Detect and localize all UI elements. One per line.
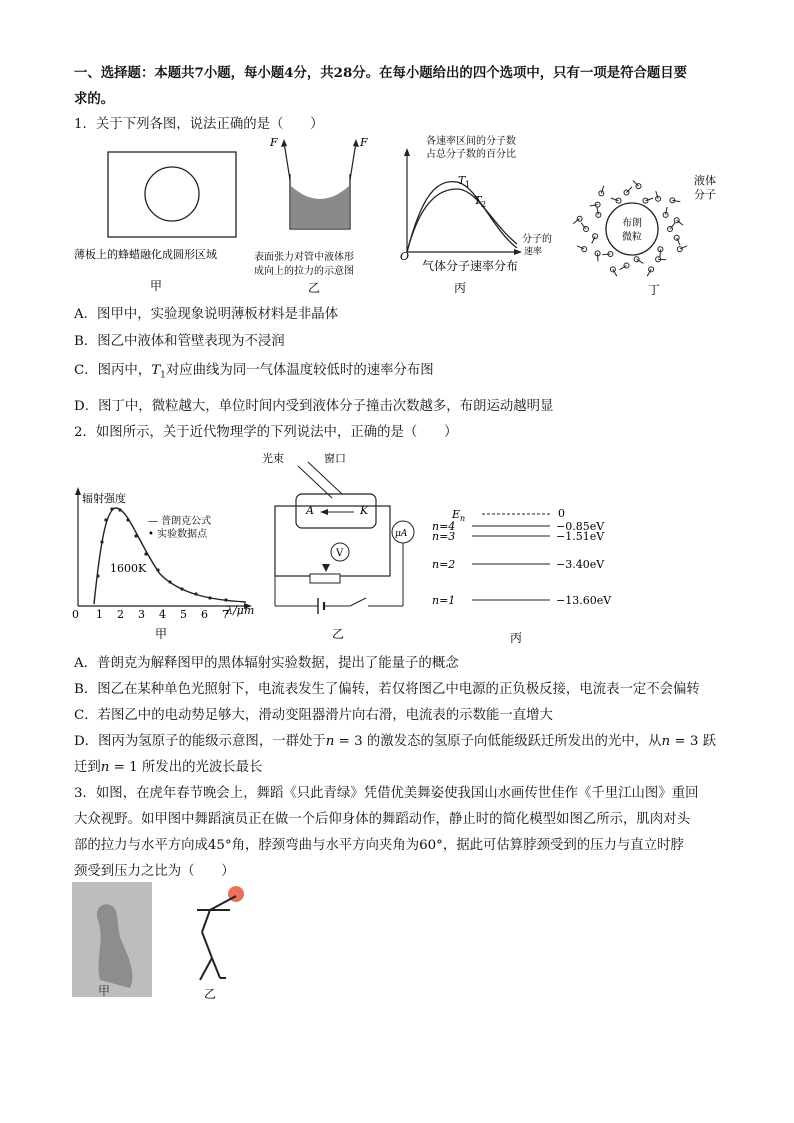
- curve-T2: [407, 182, 517, 252]
- data-point: [224, 598, 227, 601]
- svg-text:2: 2: [481, 200, 487, 209]
- svg-text:n: n: [460, 514, 466, 523]
- svg-text:0: 0: [558, 507, 565, 520]
- level-n: n=2: [432, 558, 456, 571]
- svg-text:F: F: [360, 136, 368, 149]
- q2-stem: 2．如图所示，关于近代物理学的下列说法中，正确的是（ ）: [74, 425, 458, 440]
- level-n: n=1: [432, 594, 456, 607]
- brownian-particle: [606, 203, 658, 255]
- q2-option-b[interactable]: B．图乙在某种单色光照射下，电流表发生了偏转，若仅将图乙中电源的正负极反接，电流表一定不会偏转: [74, 682, 700, 697]
- q1-option-c[interactable]: C．图丙中，$T_1$对应曲线为同一气体温度较低时的速率分布图: [74, 363, 434, 381]
- svg-text:分子的: 分子的: [522, 234, 552, 245]
- level-energy: −13.60eV: [556, 594, 612, 607]
- tick-label: 5: [180, 608, 187, 621]
- svg-text:布朗: 布朗: [622, 218, 642, 229]
- data-point: [118, 508, 121, 511]
- q2-option-a[interactable]: A．普朗克为解释图甲的黑体辐射实验数据，提出了能量子的概念: [74, 656, 459, 671]
- q2-bing-label: 丙: [510, 631, 523, 645]
- svg-text:μA: μA: [395, 529, 408, 539]
- data-point: [208, 596, 211, 599]
- q3-stem-2: 大众视野。如甲图中舞蹈演员正在做一个后仰身体的舞蹈动作，静止时的简化模型如图乙所示，肌肉对头: [74, 812, 690, 827]
- yi-caption-2: 成向上的拉力的示意图: [254, 266, 354, 277]
- svg-text:T: T: [474, 194, 482, 207]
- tick-label: 4: [159, 608, 166, 621]
- data-point: [168, 580, 171, 583]
- q1-bing-label: 丙: [454, 281, 467, 295]
- q3-stem-3: 部的拉力与水平方向成45°角，脖颈弯曲与水平方向夹角为60°，据此可估算脖颈受到的压力与直立时脖: [74, 838, 684, 853]
- svg-text:1: 1: [465, 180, 471, 189]
- data-point: [126, 518, 129, 521]
- q1-ding-label: 丁: [648, 283, 661, 297]
- tick-label: 3: [138, 608, 145, 621]
- jia-caption: 薄板上的蜂蜡融化成圆形区域: [74, 248, 217, 261]
- tick-label: 2: [117, 608, 124, 621]
- liquid-molecule: [616, 198, 621, 203]
- svg-text:辐射强度: 辐射强度: [82, 492, 126, 505]
- level-n: n=3: [432, 530, 456, 543]
- data-point: [100, 540, 103, 543]
- data-point: [144, 552, 147, 555]
- q1-jia-label: 甲: [150, 279, 163, 293]
- tick-label: 0: [72, 608, 79, 621]
- data-point: [96, 574, 99, 577]
- q1-option-d[interactable]: D．图丁中，微粒越大，单位时间内受到液体分子撞击次数越多，布朗运动越明显: [74, 399, 554, 414]
- q3-figure: [70, 880, 270, 1000]
- svg-text:窗口: 窗口: [324, 452, 346, 465]
- svg-text:F: F: [270, 136, 278, 149]
- svg-text:光束: 光束: [262, 452, 284, 465]
- q3-stem-4: 颈受到压力之比为（ ）: [74, 864, 235, 879]
- svg-text:甲: 甲: [98, 984, 111, 998]
- tick-label: 6: [201, 608, 208, 621]
- tick-label: 1: [96, 608, 103, 621]
- tube-liquid: [291, 186, 349, 228]
- wax-circle: [145, 167, 199, 221]
- q2-option-d[interactable]: D．图丙为氢原子的能级示意图，一群处于n = 3 的激发态的氢原子向低能级跃迁所发出的光中，从n = 3 跃: [74, 734, 717, 749]
- q1-option-b[interactable]: B．图乙中液体和管壁表现为不浸润: [74, 334, 285, 349]
- svg-text:速率: 速率: [524, 247, 543, 257]
- data-point: [110, 507, 113, 510]
- liquid-molecule: [677, 247, 682, 252]
- data-point: [180, 587, 183, 590]
- q2-option-c[interactable]: C．若图乙中的电动势足够大，滑动变阻器滑片向右滑，电流表的示数能一直增大: [74, 708, 553, 723]
- q1-stem: 1．关于下列各图，说法正确的是（ ）: [74, 117, 324, 132]
- svg-text:— 普朗克公式: — 普朗克公式: [148, 516, 212, 527]
- level-energy: −3.40eV: [556, 558, 605, 571]
- q1-figure: [72, 134, 722, 299]
- section-header: 一、选择题：本题共7小题，每小题4分，共28分。在每小题给出的四个选项中，只有一项是符合题目要: [74, 65, 688, 81]
- q1-yi-label: 乙: [308, 281, 321, 295]
- q2-yi-label: 乙: [332, 627, 345, 641]
- svg-text:• 实验数据点: • 实验数据点: [148, 529, 208, 540]
- svg-text:乙: 乙: [204, 987, 217, 1000]
- liquid-molecule: [582, 247, 587, 252]
- svg-text:λ/μm: λ/μm: [226, 604, 255, 617]
- yi-caption-1: 表面张力对管中液体形: [254, 252, 354, 263]
- q3-stem-1: 3．如图，在虎年春节晚会上，舞蹈《只此青绿》凭借优美舞姿使我国山水画传世佳作《千里江山图》重回: [74, 786, 699, 801]
- svg-text:K: K: [360, 504, 369, 517]
- curve-T1: [407, 189, 517, 252]
- data-point: [134, 534, 137, 537]
- svg-text:1600K: 1600K: [110, 562, 147, 575]
- q2-jia-label: 甲: [155, 627, 168, 641]
- svg-text:V: V: [336, 548, 344, 559]
- svg-text:分子: 分子: [694, 188, 716, 201]
- section-header-cont: 求的。: [74, 91, 115, 107]
- svg-text:各速率区间的分子数: 各速率区间的分子数: [426, 136, 516, 147]
- data-point: [194, 592, 197, 595]
- level-n: n=4: [432, 520, 456, 533]
- q2-option-d-cont: 迁到n = 1 所发出的光波长最长: [74, 760, 263, 775]
- level-energy: −1.51eV: [556, 530, 605, 543]
- svg-text:A: A: [306, 504, 314, 517]
- data-point: [104, 518, 107, 521]
- q2-figure: [70, 446, 630, 646]
- svg-text:气体分子速率分布: 气体分子速率分布: [422, 259, 519, 273]
- tick-label: 7: [222, 608, 229, 621]
- level-energy: −0.85eV: [556, 520, 605, 533]
- q1-option-a[interactable]: A．图甲中，实验现象说明薄板材料是非晶体: [74, 307, 339, 322]
- svg-text:微粒: 微粒: [622, 232, 642, 243]
- liquid-molecule: [643, 198, 648, 203]
- svg-text:T: T: [458, 174, 466, 187]
- svg-text:E: E: [452, 508, 461, 521]
- svg-text:占总分子数的百分比: 占总分子数的百分比: [426, 149, 516, 160]
- svg-text:液体: 液体: [694, 174, 716, 187]
- svg-text:O: O: [400, 250, 410, 263]
- thin-plate: [108, 152, 236, 237]
- data-point: [156, 568, 159, 571]
